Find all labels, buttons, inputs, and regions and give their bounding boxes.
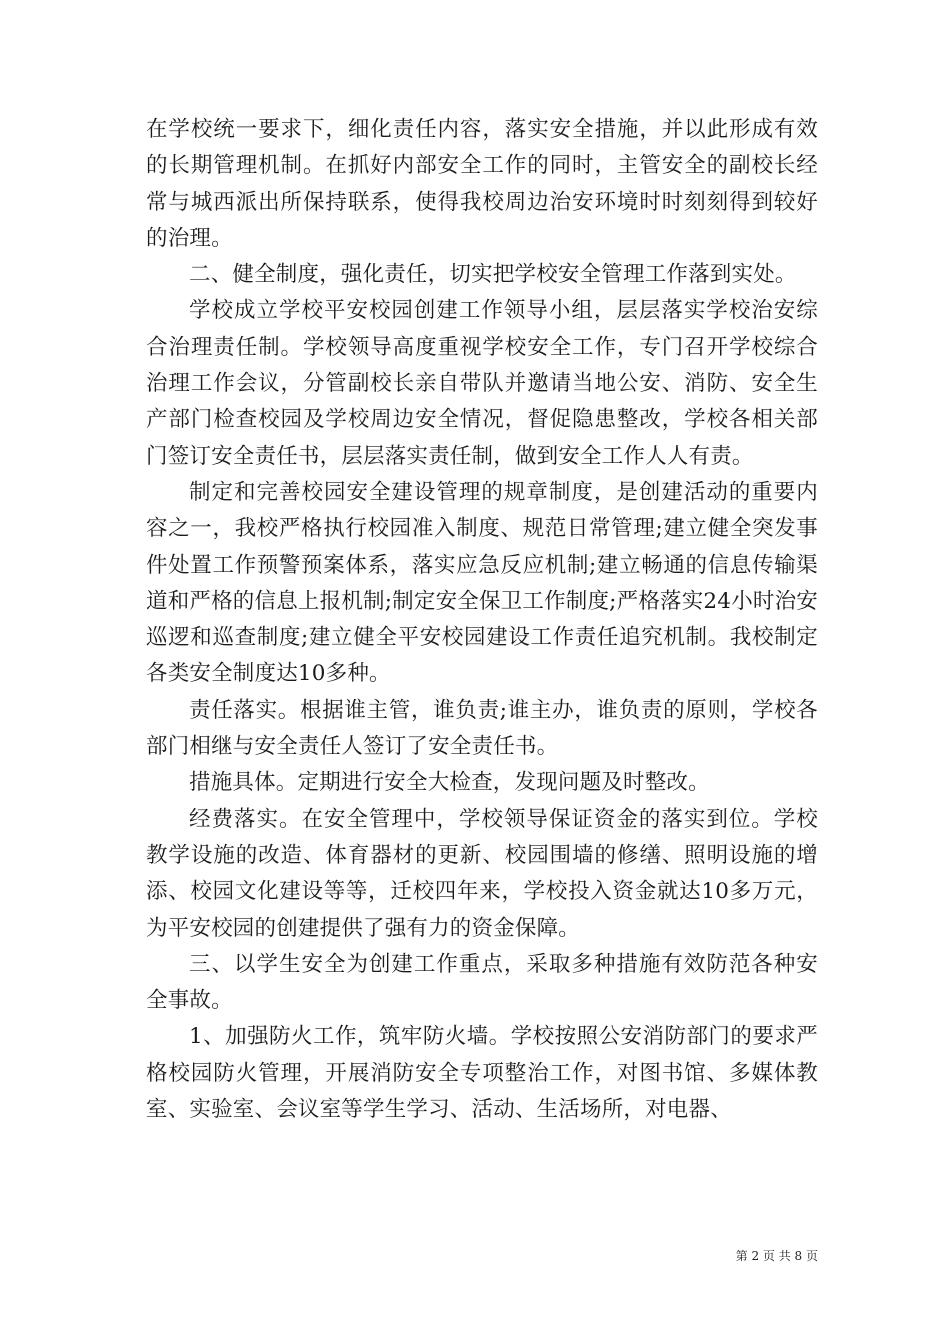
paragraph-9: 1、加强防火工作，筑牢防火墙。学校按照公安消防部门的要求严格校园防火管理，开展消防安全专项整治工作，对图书馆、多媒体教室、实验室、会议室等学生学习、活动、生活场所，对电器、 (146, 1024, 818, 1123)
paragraph-6: 措施具体。定期进行安全大检查，发现问题及时整改。 (189, 770, 710, 796)
paragraph-4: 制定和完善校园安全建设管理的规章制度，是创建活动的重要内容之一，我校严格执行校园准入制度、规范日常管理;建立健全突发事件处置工作预警预案体系，落实应急反应机制;建立畅通的信息传输渠道和严格的信息上报机制;制定安全保卫工作制度;严格落实24小时治安巡逻和巡查制度;建立健全平安校园建设工作责任追究机制。我校制定各类安全制度达10多种。 (146, 479, 818, 687)
paragraph-5: 责任落实。根据谁主管，谁负责;谁主办，谁负责的原则，学校各部门相继与安全责任人签订了安全责任书。 (146, 697, 818, 760)
paragraph-2-section-heading: 二、健全制度，强化责任，切实把学校安全管理工作落到实处。 (189, 262, 797, 288)
paragraph-3: 学校成立学校平安校园创建工作领导小组，层层落实学校治安综合治理责任制。学校领导高度重视学校安全工作，专门召开学校综合治理工作会议，分管副校长亲自带队并邀请当地公安、消防、安全生产部门检查校园及学校周边安全情况，督促隐患整改，学校各相关部门签订安全责任书，层层落实责任制，做到安全工作人人有责。 (146, 298, 818, 469)
paragraph-8-section-heading: 三、以学生安全为创建工作重点，采取多种措施有效防范各种安全事故。 (146, 951, 818, 1014)
paragraph-1: 在学校统一要求下，细化责任内容，落实安全措施，并以此形成有效的长期管理机制。在抓好内部安全工作的同时，主管安全的副校长经常与城西派出所保持联系，使得我校周边治安环境时时刻刻得到较好的治理。 (146, 117, 818, 251)
document-body (146, 112, 818, 1128)
paragraph-7: 经费落实。在安全管理中，学校领导保证资金的落实到位。学校教学设施的改造、体育器材的更新、校园围墙的修缮、照明设施的增添、校园文化建设等等，迁校四年来，学校投入资金就达10多万元，为平安校园的创建提供了强有力的资金保障。 (146, 806, 818, 941)
page-number-footer: 第 2 页 共 8 页 (735, 1249, 818, 1263)
